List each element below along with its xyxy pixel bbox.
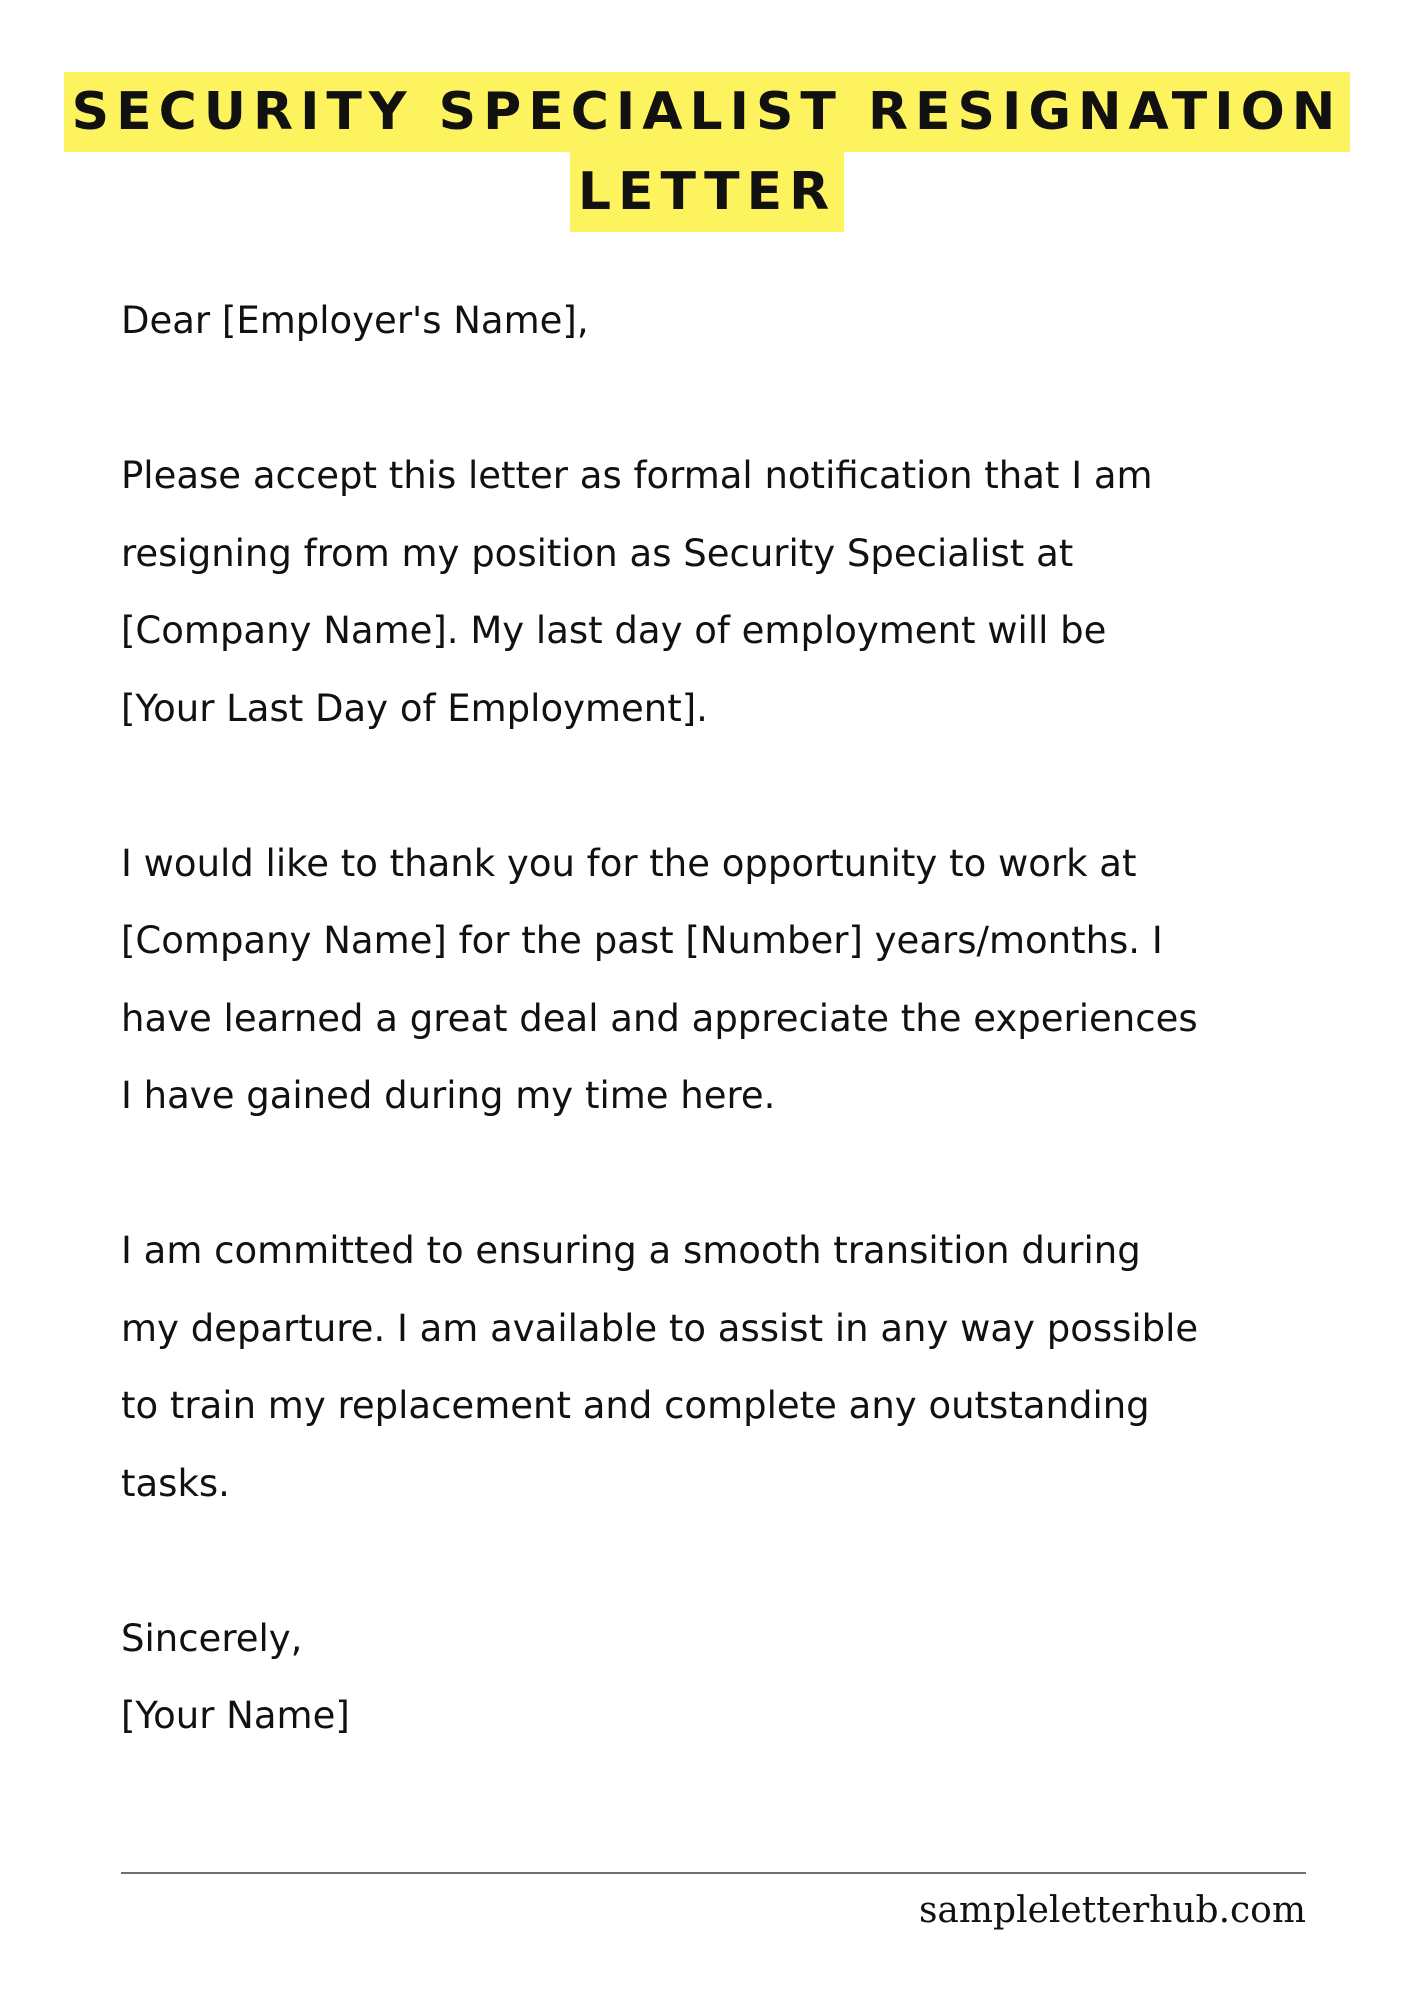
paragraph-spacer xyxy=(121,360,1361,438)
paragraph-spacer xyxy=(121,1135,1361,1213)
title-line-1: SECURITY SPECIALIST RESIGNATION xyxy=(64,72,1351,152)
paragraph-line: Please accept this letter as formal notification that I am xyxy=(121,454,1153,497)
paragraph-spacer xyxy=(121,1522,1361,1600)
title-line-2: LETTER xyxy=(570,152,844,232)
letter-body xyxy=(121,282,1361,1755)
salutation: Dear [Employer's Name], xyxy=(121,299,589,342)
paragraph-line: [Your Last Day of Employment]. xyxy=(121,686,708,730)
paragraph-line: [Company Name]. My last day of employment will be xyxy=(121,609,1107,652)
paragraph-line: my departure. I am available to assist in any way possible xyxy=(121,1306,1199,1350)
paragraph-line: I have gained during my time here. xyxy=(121,1074,776,1117)
footer-divider xyxy=(121,1872,1306,1874)
footer-website: sampleletterhub.com xyxy=(918,1890,1306,1931)
paragraph-1 xyxy=(121,437,1361,747)
paragraph-line: have learned a great deal and appreciate the experiences xyxy=(121,996,1198,1040)
page-title xyxy=(0,72,1414,232)
paragraph-2 xyxy=(121,825,1361,1135)
paragraph-line: I am committed to ensuring a smooth transition during xyxy=(121,1229,1141,1272)
paragraph-line: tasks. xyxy=(121,1461,230,1505)
signature-name: [Your Name] xyxy=(121,1694,350,1737)
paragraph-line: resigning from my position as Security Specialist at xyxy=(121,531,1074,575)
paragraph-line: to train my replacement and complete any outstanding xyxy=(121,1384,1150,1427)
paragraph-spacer xyxy=(121,747,1361,825)
closing: Sincerely, xyxy=(121,1616,303,1660)
paragraph-line: I would like to thank you for the opportunity to work at xyxy=(121,841,1137,885)
paragraph-line: [Company Name] for the past [Number] years/months. I xyxy=(121,919,1163,962)
paragraph-3 xyxy=(121,1212,1361,1522)
